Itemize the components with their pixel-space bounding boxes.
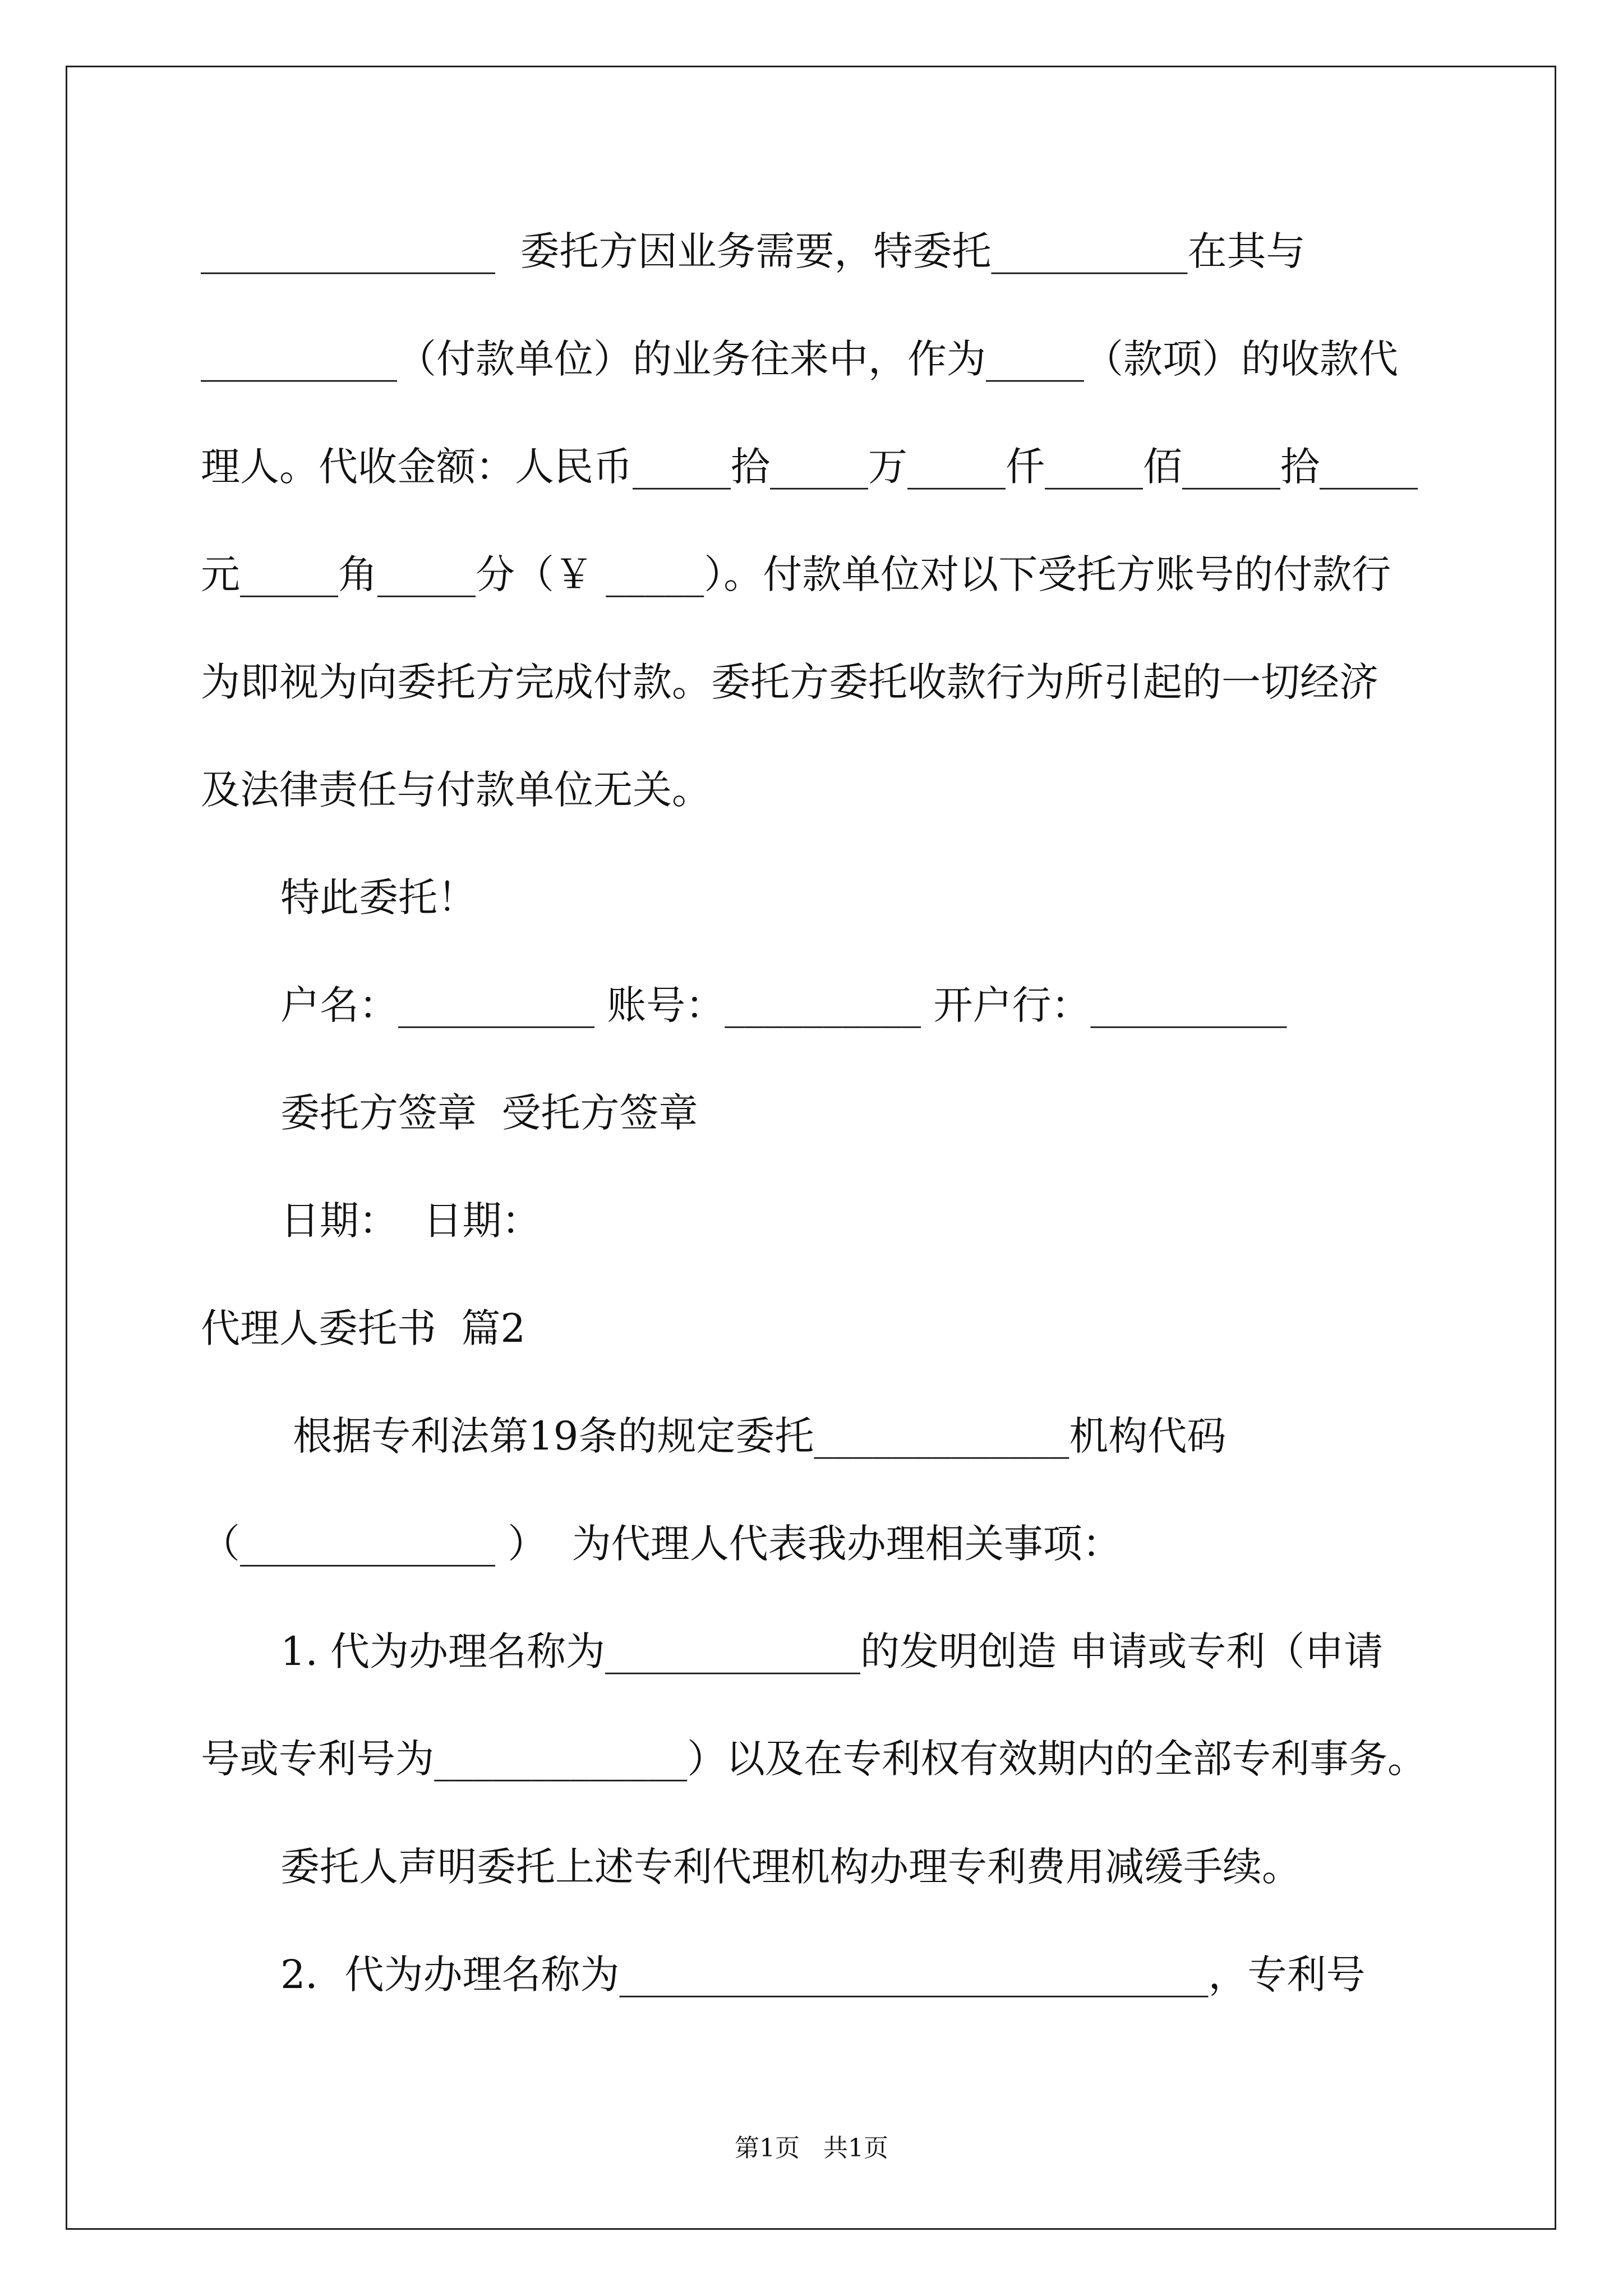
text-line-5: 为即视为向委托方完成付款。委托方委托收款行为所引起的一切经济 <box>201 659 1378 705</box>
text-line-16: 委托人声明委托上述专利代理机构办理专利费用减缓手续。 <box>280 1844 1301 1890</box>
text-line-7: 特此委托！ <box>280 875 477 921</box>
page-footer: 第1页 共1页 <box>735 2134 888 2162</box>
text-line-15: 号或专利号为_____________）以及在专利权有效期内的全部专利事务。 <box>201 1737 1427 1782</box>
text-line-13: （_____________ ） 为代理人代表我办理相关事项： <box>201 1521 1122 1567</box>
text-line-14: 1. 代为办理名称为_____________的发明创造 申请或专利（申请 <box>280 1628 1384 1674</box>
date-line: 日期： 日期： <box>280 1198 541 1244</box>
text-line-1: _______________ 委托方因业务需要，特委托__________在其与 <box>201 228 1306 274</box>
signature-line: 委托方签章 受托方签章 <box>280 1090 698 1136</box>
text-line-4: 元_____角_____分（￥ _____）。付款单位对以下受托方账号的付款行 <box>201 551 1391 597</box>
text-line-2: __________（付款单位）的业务往来中，作为_____（款项）的收款代 <box>201 336 1398 382</box>
page-border <box>66 66 1556 2230</box>
text-line-3: 理人。代收金额：人民币_____拾_____万_____仟_____佰_____拾_____ <box>201 444 1418 490</box>
text-line-17: 2．代为办理名称为______________________________，专利号 <box>280 1952 1366 1998</box>
text-line-6: 及法律责任与付款单位无关。 <box>201 767 711 813</box>
text-line-12: 根据专利法第19条的规定委托_____________机构代码 <box>280 1413 1227 1459</box>
account-fields-line: 户名：__________ 账号：__________ 开户行：__________ <box>280 982 1287 1028</box>
section-heading: 代理人委托书 篇2 <box>201 1305 526 1351</box>
